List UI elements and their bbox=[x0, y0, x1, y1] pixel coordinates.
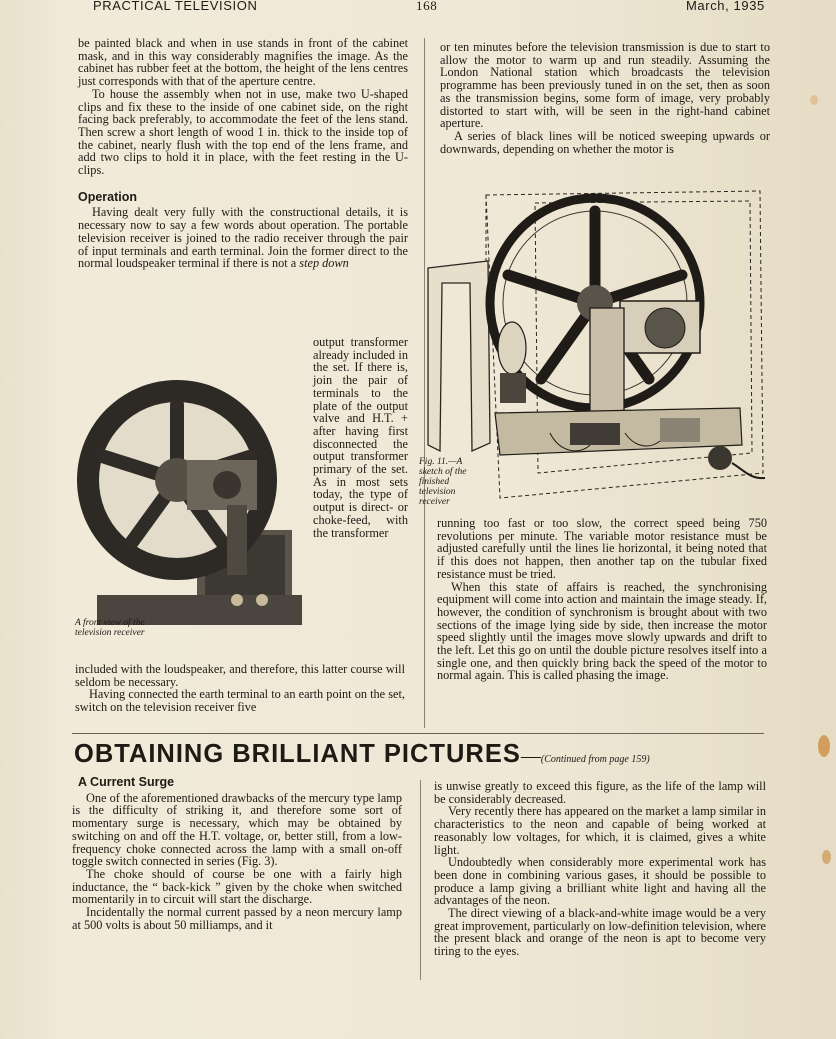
paragraph: Incidentally the normal current passed by a neon mercury lamp at 500 volts is about 50 milliamps, and it bbox=[72, 905, 402, 932]
section-divider bbox=[72, 733, 764, 734]
left-column-bottom bbox=[75, 663, 405, 714]
paragraph: A series of black lines will be noticed sweeping upwards or downwards, depending on whether the motor is bbox=[440, 128, 770, 156]
magazine-title: PRACTICAL TELEVISION bbox=[93, 0, 258, 13]
issue-date: March, 1935 bbox=[686, 0, 765, 13]
right-column-bottom bbox=[437, 517, 767, 682]
paragraph: The choke should of course be one with a fairly high inductance, the “ back-kick ” given by the choke when switched momentarily in to circuit will start the discharge. bbox=[72, 866, 402, 907]
paragraph bbox=[78, 206, 408, 270]
front-view-photo bbox=[77, 345, 312, 640]
narrow-text-column bbox=[313, 336, 408, 539]
running-header bbox=[0, 0, 836, 18]
paragraph: The direct viewing of a black-and-white image would be a very great improvement, particularly on low-definition television, where the present black and orange of the neon is apt to become very tiring to the eyes. bbox=[434, 906, 766, 959]
lower-left-column bbox=[72, 776, 402, 931]
page-number: 168 bbox=[416, 0, 438, 13]
paragraph: When this state of affairs is reached, the synchronising equipment will come into action and maintain the image steady. If, however, the condition of synchronism is brought about with two sections of the image lying side by side, then increase the motor speed slightly until the images move slowly upwards and drift to the left. Let this go on until the double picture resolves itself into a single one, and then quickly bring back the speed of the motor to normal again. This is called phasing the image. bbox=[437, 579, 767, 683]
right-column-top bbox=[440, 41, 770, 155]
left-column-top bbox=[78, 37, 408, 270]
paper-stain bbox=[818, 735, 830, 757]
paragraph: or ten minutes before the television transmission is due to start to allow the motor to warm up and run steadily. Assuming the London National station which broadcasts the television programme has been previously tuned in on the set, then as soon as the transmission begins, some form of image, very probably distorted to start with, will be seen in the right-hand cabinet aperture. bbox=[440, 40, 770, 131]
headline-dash: — bbox=[520, 745, 541, 767]
paper-stain bbox=[810, 95, 818, 105]
paragraph: Very recently there has appeared on the market a lamp similar in characteristics to the neon and capable of being worked at reasonably low voltages, for which, it is claimed, gives a white light. bbox=[434, 804, 766, 857]
receiver-front-illustration bbox=[77, 345, 312, 640]
paragraph: is unwise greatly to exceed this figure, as the life of the lamp will be considerably decreased. bbox=[434, 779, 766, 806]
italic-phrase: step down bbox=[299, 256, 349, 271]
paper-stain bbox=[822, 850, 831, 864]
headline-title: OBTAINING BRILLIANT PICTURES bbox=[74, 740, 521, 768]
front-view-caption: A front view of the television receiver bbox=[75, 618, 145, 638]
sketch-caption: Fig. 11.—A sketch of the finished television receiver bbox=[419, 457, 467, 507]
section-heading-current-surge: A Current Surge bbox=[78, 775, 175, 789]
article-headline bbox=[74, 740, 650, 769]
paragraph: Undoubtedly when considerably more experimental work has been done in combining various gases, it should be possible to produce a lamp giving a brilliant white light and having all the advantages of the neon. bbox=[434, 855, 766, 908]
paragraph: be painted black and when in use stands in front of the cabinet mask, and in this way considerably magnifies the image. As the cabinet has rubber feet at the bottom, the height of the lens centres just corresponds with that of the aperture centre. bbox=[78, 36, 408, 89]
column-divider-lower bbox=[420, 780, 421, 980]
paragraph: To house the assembly when not in use, make two U-shaped clips and fix these to the inside of one cabinet side, on the right facing back preferably, to accommodate the feet of the lens stand. Then screw a short length of wood 1 in. thick to the inside top of the cabinet, nearly flush with the top end of the lens frame, and add two clips to hold it in place, with the feet resting in the U-clips. bbox=[78, 86, 408, 178]
paragraph: Having connected the earth terminal to an earth point on the set, switch on the television receiver five bbox=[75, 687, 405, 715]
paragraph: running too fast or too slow, the correct speed being 750 revolutions per minute. The variable motor resistance must be adjusted carefully until the lines lie horizontal, it being noted that if this does not happen, then another tap on the tubular fixed resistance must be tried. bbox=[437, 516, 767, 581]
paragraph: One of the aforementioned drawbacks of the mercury type lamp is the difficulty of striking it, and therefore some sort of momentary surge is necessary, which may be obtained by switching on and off the H.T. voltage, or, better still, from a low-frequency choke connected across the lamp with a small on-off toggle switch connected in series (Fig. 3). bbox=[72, 790, 402, 869]
continued-note: (Continued from page 159) bbox=[540, 754, 650, 765]
lower-right-column bbox=[434, 780, 766, 958]
paragraph: included with the loudspeaker, and therefore, this latter course will seldom be necessary. bbox=[75, 662, 405, 689]
paragraph: output transformer already included in the set. If there is, join the pair of terminals to the plate of the output valve and H.T. + after having first disconnected the output transformer primary of the set. As in most sets today, the type of output is direct- or choke-feed, with the transformer bbox=[313, 335, 408, 540]
section-heading-operation: Operation bbox=[78, 189, 138, 204]
paragraph-text: Having dealt very fully with the constructional details, it is necessary now to say a few words about operation. The portable television receiver is joined to the radio receiver through the pair of input terminals and earth terminal. Join the former direct to the normal loudspeaker terminal if there is not a bbox=[78, 205, 408, 271]
